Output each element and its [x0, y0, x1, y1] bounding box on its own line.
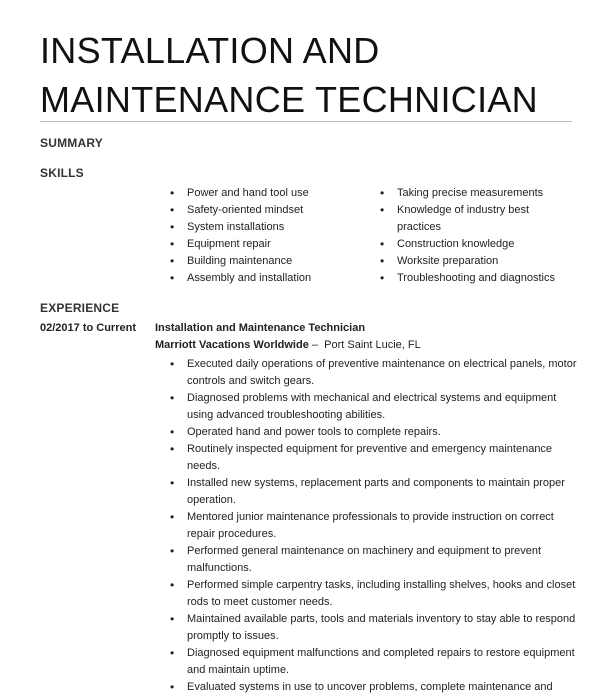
skills-list-left [170, 185, 350, 287]
responsibility-item: • Evaluated systems in use to uncover problems, complete maintenance and [170, 679, 580, 696]
responsibility-item: • Performed general maintenance on machinery and equipment to prevent malfunctions. [170, 543, 580, 577]
skill-item: • Taking precise measurements [380, 185, 570, 202]
skills-heading: SKILLS [40, 166, 84, 180]
skill-item: • Worksite preparation [380, 253, 570, 270]
title-divider [40, 121, 572, 122]
job-location: Port Saint Lucie, FL [324, 339, 421, 351]
job-employer-line [155, 339, 421, 351]
skill-item: • Construction knowledge [380, 236, 570, 253]
company-location-separator: – [311, 339, 319, 351]
responsibility-item: • Executed daily operations of preventive maintenance on electrical panels, motor controls and switch gears. [170, 356, 580, 390]
summary-heading: SUMMARY [40, 136, 103, 150]
job-responsibilities-list [170, 356, 580, 696]
responsibility-item: • Diagnosed problems with mechanical and electrical systems and equipment using advanced troubleshooting abilities. [170, 390, 580, 424]
responsibility-item: • Installed new systems, replacement parts and components to maintain proper operation. [170, 475, 580, 509]
skills-list-right [380, 185, 570, 287]
skill-item: • Assembly and installation [170, 270, 350, 287]
responsibility-item: • Mentored junior maintenance professionals to provide instruction on correct repair procedures. [170, 509, 580, 543]
skill-item: • Equipment repair [170, 236, 350, 253]
responsibility-item: • Operated hand and power tools to complete repairs. [170, 424, 580, 441]
job-title: Installation and Maintenance Technician [155, 322, 366, 334]
skill-item: • Power and hand tool use [170, 185, 350, 202]
skill-item: • Knowledge of industry best practices [380, 202, 570, 236]
responsibility-item: • Diagnosed equipment malfunctions and completed repairs to restore equipment and maintain uptime. [170, 645, 580, 679]
job-company: Marriott Vacations Worldwide [155, 339, 309, 351]
skill-item: • Troubleshooting and diagnostics [380, 270, 570, 287]
skill-item: • Building maintenance [170, 253, 350, 270]
job-date-range: 02/2017 to Current [40, 322, 136, 334]
responsibility-item: • Maintained available parts, tools and materials inventory to stay able to respond promptly to issues. [170, 611, 580, 645]
resume-title [40, 26, 538, 124]
experience-heading: EXPERIENCE [40, 301, 120, 315]
skill-item: • Safety-oriented mindset [170, 202, 350, 219]
title-line-1: INSTALLATION AND [40, 30, 380, 71]
skill-item: • System installations [170, 219, 350, 236]
title-line-2: MAINTENANCE TECHNICIAN [40, 79, 538, 120]
responsibility-item: • Performed simple carpentry tasks, including installing shelves, hooks and closet rods to meet customer needs. [170, 577, 580, 611]
responsibility-item: • Routinely inspected equipment for preventive and emergency maintenance needs. [170, 441, 580, 475]
